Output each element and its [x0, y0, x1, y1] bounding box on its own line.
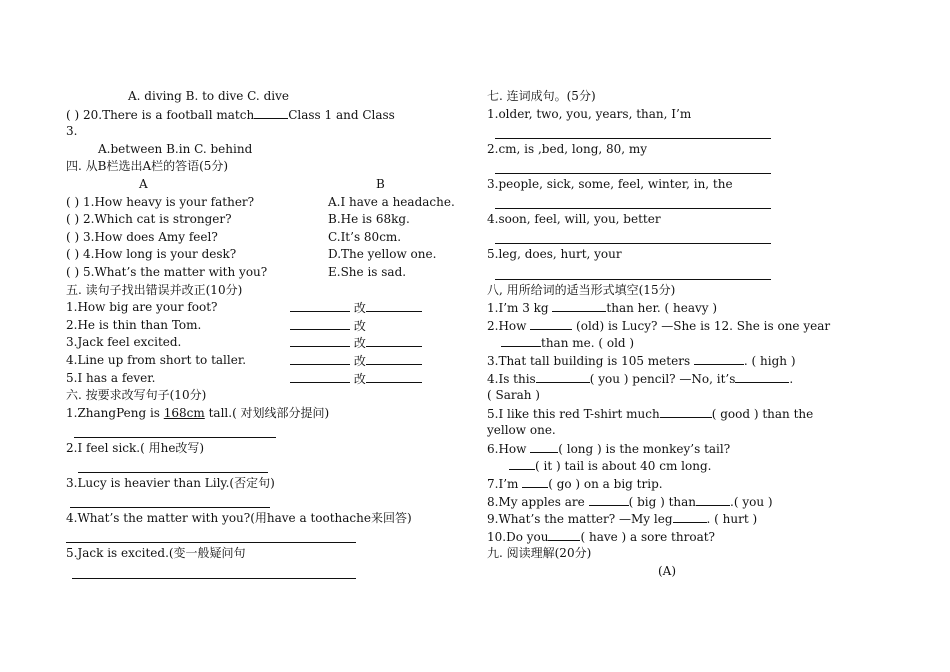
blank[interactable]	[530, 317, 572, 330]
q20-cont: 3.	[66, 124, 78, 139]
left-column	[66, 88, 471, 581]
blank[interactable]	[548, 528, 580, 541]
blank[interactable]	[696, 493, 730, 506]
text: 7.I’m	[487, 477, 523, 492]
sec5-row	[66, 370, 471, 388]
text: ( good ) than the	[711, 406, 814, 421]
text: 4.Is this	[487, 371, 536, 386]
sec4-col-headers	[66, 176, 471, 194]
blank[interactable]	[254, 106, 288, 119]
answer-line[interactable]	[495, 173, 771, 174]
text: 9.What’s the matter? —My leg	[487, 512, 673, 527]
col-a-header: A	[139, 176, 148, 191]
blank[interactable]	[536, 370, 590, 383]
text: 8.My apples are	[487, 494, 589, 509]
sec8-item-4	[487, 370, 887, 388]
sec4-answer: E.She is sad.	[328, 264, 407, 279]
answer-line[interactable]	[74, 437, 276, 438]
text: .( you )	[730, 494, 773, 509]
sec4-title: 四. 从B栏选出A栏的答语(5分)	[66, 159, 229, 174]
sec4-question: ( ) 2.Which cat is stronger?	[66, 212, 232, 227]
text: . ( high )	[743, 353, 796, 368]
error-blank[interactable]	[290, 370, 350, 383]
blank[interactable]	[509, 457, 535, 470]
answer-line[interactable]	[495, 243, 771, 244]
sec7-item: 2.cm, is ,bed, long, 80, my	[487, 141, 648, 156]
sec4-answer: D.The yellow one.	[328, 247, 437, 262]
blank[interactable]	[530, 440, 558, 453]
answer-line[interactable]	[66, 542, 356, 543]
sec5-sentence: 5.I has a fever.	[66, 370, 156, 385]
sec4-answer: B.He is 68kg.	[328, 212, 410, 227]
sec6-q2: 2.I feel sick.( 用he改写)	[66, 440, 205, 455]
blank[interactable]	[673, 510, 707, 523]
q20-options: A.between B.in C. behind	[98, 141, 253, 156]
text: ( big ) than	[628, 494, 697, 509]
sec8-item-9	[487, 510, 887, 528]
sec8-item-6	[487, 440, 887, 458]
sec4-row	[66, 194, 471, 212]
fix-blank[interactable]	[366, 334, 422, 347]
answer-line[interactable]	[70, 507, 270, 508]
sec9-title: 九. 阅读理解(20分)	[487, 546, 592, 561]
fix-label: 改	[353, 353, 366, 368]
sec8-item-5-cont: yellow one.	[487, 423, 556, 438]
answer-line[interactable]	[495, 138, 771, 139]
answer-line-row	[66, 457, 471, 475]
sec8-item-5	[487, 405, 887, 423]
sec7-item: 1.older, two, you, years, than, I’m	[487, 106, 692, 121]
sec4-answer: A.I have a headache.	[328, 194, 455, 209]
text: 10.Do you	[487, 529, 549, 544]
fix-label: 改	[353, 371, 366, 386]
sec6-q1	[66, 405, 471, 423]
blank[interactable]	[589, 493, 629, 506]
sec4-row	[66, 211, 471, 229]
sec8-item-7	[487, 475, 887, 493]
text: . ( hurt )	[706, 512, 758, 527]
sec8-item-3	[487, 352, 887, 370]
text: 5.I like this red T-shirt much	[487, 406, 660, 421]
sec5-row	[66, 334, 471, 352]
sec8-item-1	[487, 299, 887, 317]
text: 6.How	[487, 441, 531, 456]
answer-line[interactable]	[78, 472, 268, 473]
sec4-row	[66, 229, 471, 247]
sec6-q5: 5.Jack is excited.(变一般疑问句	[66, 546, 246, 561]
sec8-item-8	[487, 493, 887, 511]
sec8-item-2-cont	[487, 334, 887, 352]
blank[interactable]	[735, 370, 789, 383]
text: ( it ) tail is about 40 cm long.	[535, 459, 712, 474]
sec5-title: 五. 读句子找出错误并改正(10分)	[66, 282, 243, 297]
answer-line[interactable]	[495, 279, 771, 280]
sec8-item-6-cont	[487, 457, 887, 475]
fix-blank[interactable]	[366, 352, 422, 365]
answer-line-row	[487, 229, 887, 247]
sec4-row	[66, 246, 471, 264]
fix-label: 改	[353, 301, 366, 316]
q20-suffix: Class 1 and Class	[288, 107, 395, 122]
col-b-header: B	[376, 176, 385, 191]
q19-options: A. diving B. to dive C. dive	[128, 89, 289, 103]
underlined-part: 168cm	[163, 405, 205, 420]
sec5-sentence: 3.Jack feel excited.	[66, 335, 182, 350]
answer-line-row	[487, 123, 887, 141]
q20-prefix: ( ) 20.There is a football match	[66, 107, 255, 122]
answer-line-row	[487, 158, 887, 176]
sec7-title: 七. 连词成句。(5分)	[487, 89, 596, 103]
blank[interactable]	[694, 352, 744, 365]
text: 1.I’m 3 kg	[487, 301, 553, 316]
sec5-sentence: 2.He is thin than Tom.	[66, 317, 202, 332]
sec5-row	[66, 299, 471, 317]
sec4-question: ( ) 1.How heavy is your father?	[66, 194, 255, 209]
sec4-row	[66, 264, 471, 282]
answer-line-row	[66, 422, 471, 440]
sec4-question: ( ) 4.How long is your desk?	[66, 247, 237, 262]
text: ( you ) pencil? —No, it’s	[589, 371, 736, 386]
sec5-sentence: 4.Line up from short to taller.	[66, 352, 247, 367]
error-blank[interactable]	[290, 317, 350, 330]
text: ( go ) on a big trip.	[548, 477, 663, 492]
text: than me. ( old )	[541, 336, 635, 351]
sec8-item-2	[487, 317, 887, 335]
answer-line-row	[487, 264, 887, 282]
right-column	[487, 88, 887, 581]
text: (old) is Lucy? —She is 12. She is one year	[572, 318, 831, 333]
sec8-item-4-hint: ( Sarah )	[487, 388, 540, 403]
blank[interactable]	[552, 299, 606, 312]
blank[interactable]	[660, 405, 712, 418]
fix-blank[interactable]	[366, 370, 422, 383]
sec6-q1-instruction: tall.( 对划线部分提问)	[204, 405, 330, 420]
sec8-title: 八, 用所给词的适当形式填空(15分)	[487, 282, 676, 297]
sec9-subtitle: (A)	[657, 564, 677, 579]
q20-line	[66, 106, 471, 124]
answer-line-row	[66, 493, 471, 511]
sec5-row	[66, 317, 471, 335]
sec4-answer: C.It’s 80cm.	[328, 229, 402, 244]
sec7-item: 3.people, sick, some, feel, winter, in, the	[487, 176, 733, 191]
text: 2.How	[487, 318, 531, 333]
answer-line[interactable]	[495, 208, 771, 209]
text: ( long ) is the monkey’s tail?	[558, 441, 731, 456]
sec6-q3: 3.Lucy is heavier than Lily.(否定句)	[66, 476, 275, 491]
error-blank[interactable]	[290, 299, 350, 312]
sec7-item: 5.leg, does, hurt, your	[487, 247, 622, 262]
sec5-row	[66, 352, 471, 370]
sec4-question: ( ) 5.What’s the matter with you?	[66, 264, 268, 279]
blank[interactable]	[522, 475, 548, 488]
sec8-item-10	[487, 528, 887, 546]
sec6-title: 六. 按要求改写句子(10分)	[66, 388, 207, 403]
text: ( have ) a sore throat?	[580, 529, 715, 544]
error-blank[interactable]	[290, 334, 350, 347]
sec6-q1-text: 1.ZhangPeng is	[66, 405, 164, 420]
answer-line-row	[487, 194, 887, 212]
blank[interactable]	[501, 334, 541, 347]
sec7-item: 4.soon, feel, will, you, better	[487, 212, 661, 227]
sec6-q4: 4.What’s the matter with you?(用have a toothache来回答)	[66, 511, 412, 526]
answer-line-row	[66, 528, 471, 546]
error-blank[interactable]	[290, 352, 350, 365]
text: than her. ( heavy )	[606, 301, 718, 316]
fix-blank[interactable]	[366, 299, 422, 312]
fix-label: 改	[353, 336, 366, 351]
answer-line-row	[66, 563, 471, 581]
answer-line[interactable]	[72, 578, 356, 579]
sec5-sentence: 1.How big are your foot?	[66, 300, 218, 315]
fix-label: 改	[353, 318, 366, 333]
text: 3.That tall building is 105 meters	[487, 353, 694, 368]
text: .	[789, 371, 794, 386]
sec4-question: ( ) 3.How does Amy feel?	[66, 229, 218, 244]
